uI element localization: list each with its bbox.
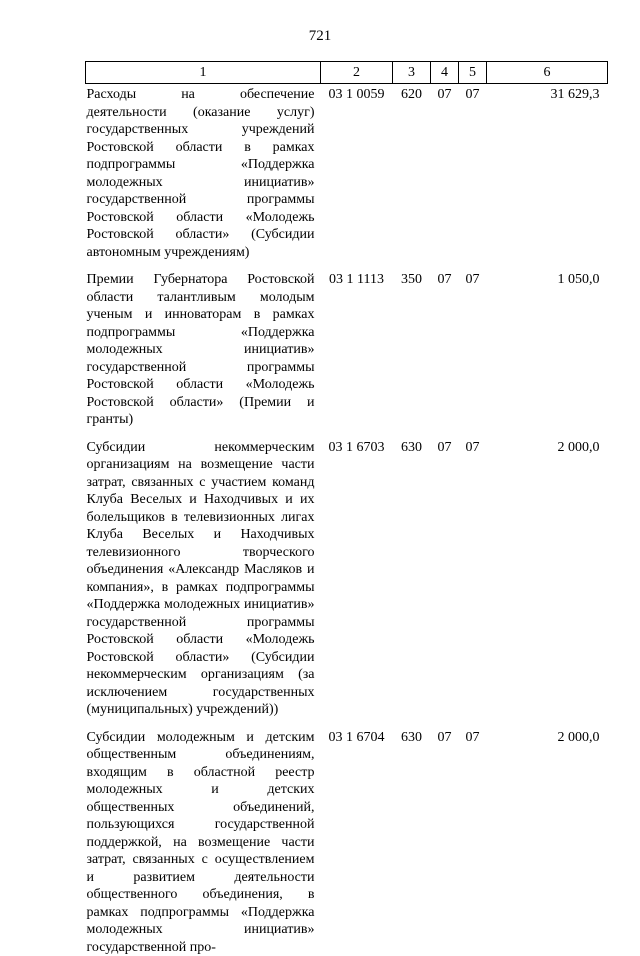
- table-body: [86, 84, 608, 956]
- header-col-3: 3: [393, 62, 431, 84]
- row-description: Субсидии некоммерческим организациям на возмещение части затрат, связанных с участием команд Клуба Веселых и Находчивых и их болельщиков в телевизионных лигах Клуба Веселых и Находчивых телевизионного творческого объединения «Александр Масляков и компания», в рамках подпрограммы «Поддержка молодежных инициатив» государственной программы Ростовской области «Молодежь Ростовской области» (Субсидии некоммерческим организациям (за исключением государственных (муниципальных) учреждений)): [86, 429, 321, 719]
- row-subsection: 07: [459, 719, 487, 956]
- row-expense-type: 350: [393, 261, 431, 429]
- row-subsection: 07: [459, 261, 487, 429]
- row-amount: 2 000,0: [487, 429, 608, 719]
- table-row: [86, 261, 608, 429]
- table-row: [86, 84, 608, 262]
- row-expense-type: 620: [393, 84, 431, 262]
- row-expense-type: 630: [393, 719, 431, 956]
- row-section: 07: [431, 719, 459, 956]
- header-row: [86, 62, 608, 84]
- row-expense-type: 630: [393, 429, 431, 719]
- row-description: Расходы на обеспечение деятельности (оказание услуг) государственных учреждений Ростовской области в рамках подпрограммы «Поддержка молодежных инициатив» государственной программы Ростовской области «Молодежь Ростовской области» (Субсидии автономным учреждениям): [86, 84, 321, 262]
- header-col-1: 1: [86, 62, 321, 84]
- table-row: [86, 719, 608, 956]
- row-subsection: 07: [459, 84, 487, 262]
- row-section: 07: [431, 429, 459, 719]
- row-target-code: 03 1 6704: [321, 719, 393, 956]
- header-col-4: 4: [431, 62, 459, 84]
- row-target-code: 03 1 0059: [321, 84, 393, 262]
- row-section: 07: [431, 261, 459, 429]
- table-header: [86, 62, 608, 84]
- row-target-code: 03 1 6703: [321, 429, 393, 719]
- header-col-6: 6: [487, 62, 608, 84]
- row-description: Субсидии молодежным и детским общественным объединениям, входящим в областной реестр молодежных и детских общественных объединений, пользующихся государственной поддержкой, на возмещение части затрат, связанных с осуществлением и развитием деятельности общественного объединения, в рамках подпрограммы «Поддержка молодежных инициатив» государственной про-: [86, 719, 321, 956]
- header-col-2: 2: [321, 62, 393, 84]
- row-target-code: 03 1 1113: [321, 261, 393, 429]
- row-description: Премии Губернатора Ростовской области талантливым молодым ученым и инноваторам в рамках подпрограммы «Поддержка молодежных инициатив» государственной программы Ростовской области «Молодежь Ростовской области» (Премии и гранты): [86, 261, 321, 429]
- table-row: [86, 429, 608, 719]
- row-amount: 1 050,0: [487, 261, 608, 429]
- budget-table: [85, 61, 608, 956]
- page-number: 721: [0, 28, 640, 45]
- row-subsection: 07: [459, 429, 487, 719]
- header-col-5: 5: [459, 62, 487, 84]
- row-section: 07: [431, 84, 459, 262]
- row-amount: 31 629,3: [487, 84, 608, 262]
- row-amount: 2 000,0: [487, 719, 608, 956]
